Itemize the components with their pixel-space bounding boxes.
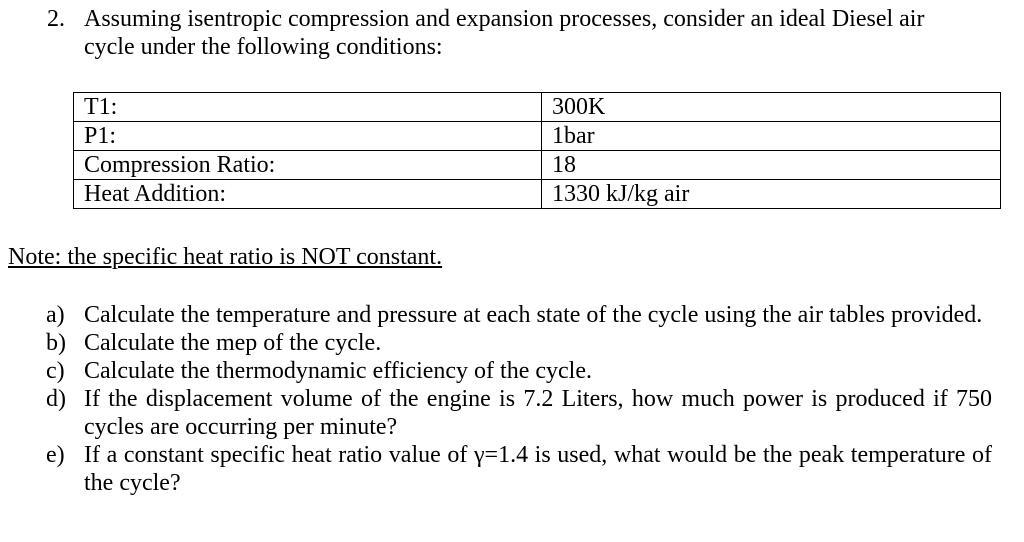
- part-text: If a constant specific heat ratio value of γ=1.4 is used, what would be the peak temperature of the cycle?: [84, 442, 992, 496]
- condition-value: 1bar: [542, 122, 1001, 151]
- part-text: If the displacement volume of the engine is 7.2 Liters, how much power is produced if 750 cycles are occurring per minute?: [84, 386, 992, 440]
- problem-text: Assuming isentropic compression and expansion processes, consider an ideal Diesel air cycle under the following conditions:: [84, 6, 925, 60]
- question-parts-list: [46, 301, 992, 497]
- part-text: Calculate the temperature and pressure at each state of the cycle using the air tables provided.: [84, 302, 983, 328]
- list-item: [46, 441, 992, 497]
- problem-number: 2.: [47, 6, 65, 32]
- list-item: [46, 329, 992, 357]
- part-letter: d): [46, 386, 66, 412]
- problem-statement: [47, 5, 977, 61]
- table-row: [74, 122, 1001, 151]
- table-row: [74, 151, 1001, 180]
- condition-value: 18: [542, 151, 1001, 180]
- condition-value: 1330 kJ/kg air: [542, 180, 1001, 209]
- list-item: [46, 301, 992, 329]
- conditions-table: [73, 92, 1001, 209]
- table-row: [74, 180, 1001, 209]
- part-letter: e): [46, 442, 65, 468]
- part-letter: c): [46, 358, 65, 384]
- condition-label: P1:: [74, 122, 542, 151]
- part-letter: b): [46, 330, 66, 356]
- part-text: Calculate the mep of the cycle.: [84, 330, 382, 356]
- condition-label: Compression Ratio:: [74, 151, 542, 180]
- list-item: [46, 357, 992, 385]
- part-letter: a): [46, 302, 65, 328]
- condition-label: T1:: [74, 93, 542, 122]
- condition-value: 300K: [542, 93, 1001, 122]
- list-item: [46, 385, 992, 441]
- condition-label: Heat Addition:: [74, 180, 542, 209]
- note-text: Note: the specific heat ratio is NOT constant.: [8, 244, 443, 270]
- part-text: Calculate the thermodynamic efficiency of the cycle.: [84, 358, 592, 384]
- table-row: [74, 93, 1001, 122]
